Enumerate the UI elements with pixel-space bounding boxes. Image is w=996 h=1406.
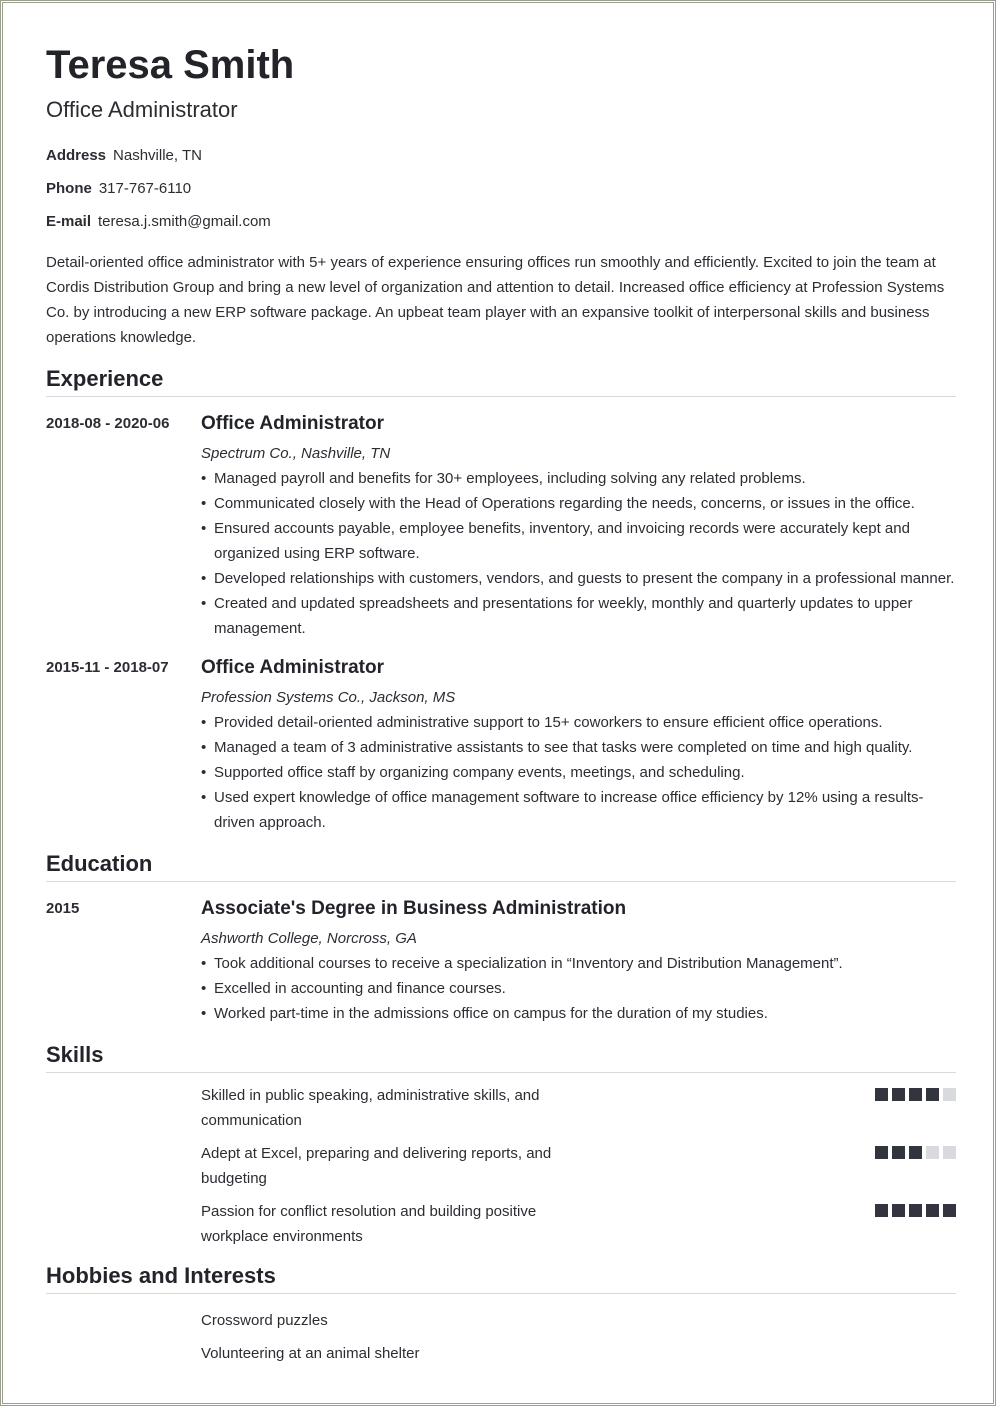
skill-level-filled (909, 1088, 922, 1101)
skill-level-filled (892, 1204, 905, 1217)
job-title: Office Administrator (46, 97, 238, 122)
skill-level-filled (875, 1088, 888, 1101)
skill-meter (875, 1083, 956, 1133)
skill-level-filled (875, 1204, 888, 1217)
bullet-item: • Communicated closely with the Head of Operations regarding the needs, concerns, or issues in the office. (201, 491, 956, 516)
entry-title: Office Administrator (201, 657, 384, 678)
hobby-item: Volunteering at an animal shelter (201, 1345, 420, 1362)
entry-dates: 2015-11 - 2018-07 (46, 659, 169, 676)
section-heading: Education (46, 849, 956, 882)
education-section (46, 849, 956, 1026)
entry-dates: 2018-08 - 2020-06 (46, 415, 170, 432)
entry-company: Profession Systems Co., Jackson, MS (201, 689, 456, 706)
entry-title: Office Administrator (201, 413, 384, 434)
skill-level-filled (892, 1088, 905, 1101)
skill-item (201, 1083, 956, 1133)
skill-level-empty (943, 1088, 956, 1101)
entry-company: Spectrum Co., Nashville, TN (201, 445, 391, 462)
bullet-item: • Ensured accounts payable, employee benefits, inventory, and invoicing records were accurately kept and organized using ERP software. (201, 516, 956, 566)
entry-school: Ashworth College, Norcross, GA (201, 930, 417, 947)
bullet-item: • Used expert knowledge of office management software to increase office efficiency by 12% using a results-driven approach. (201, 785, 956, 835)
contact-value: 317-767-6110 (98, 180, 192, 197)
skill-text: Passion for conflict resolution and building positive workplace environments (201, 1203, 537, 1245)
skill-level-filled (943, 1204, 956, 1217)
contact-email (46, 205, 956, 238)
entry-body (201, 653, 956, 835)
hobbies-list (201, 1304, 956, 1370)
hobbies-section (46, 1261, 956, 1370)
skill-level-filled (875, 1146, 888, 1159)
education-entry (46, 894, 956, 1026)
bullet-item: • Managed payroll and benefits for 30+ employees, including solving any related problems. (201, 466, 956, 491)
skill-level-empty (926, 1146, 939, 1159)
skill-level-filled (892, 1146, 905, 1159)
contact-label: Address (46, 147, 107, 164)
skill-item (201, 1199, 956, 1249)
bullet-item: • Created and updated spreadsheets and presentations for weekly, monthly and quarterly updates to upper management. (201, 591, 956, 641)
skill-meter (875, 1141, 956, 1191)
skill-text: Skilled in public speaking, administrative skills, and communication (201, 1087, 540, 1129)
contact-block (46, 139, 956, 238)
contact-value: Nashville, TN (113, 147, 202, 164)
bullet-item: • Provided detail-oriented administrative support to 15+ coworkers to ensure efficient office operations. (201, 710, 956, 735)
entry-body (201, 894, 956, 1026)
contact-phone (46, 172, 956, 205)
contact-label: Phone (46, 180, 92, 197)
contact-value: teresa.j.smith@gmail.com (98, 213, 271, 230)
experience-section (46, 364, 956, 835)
bullet-item: • Excelled in accounting and finance courses. (201, 976, 956, 1001)
skill-level-filled (909, 1204, 922, 1217)
bullet-item: • Supported office staff by organizing company events, meetings, and scheduling. (201, 760, 956, 785)
hobby-item: Crossword puzzles (201, 1312, 328, 1329)
contact-label: E-mail (46, 213, 92, 230)
skills-list (46, 1083, 956, 1249)
skill-text: Adept at Excel, preparing and delivering reports, and budgeting (201, 1145, 552, 1187)
summary-paragraph: Detail-oriented office administrator with 5+ years of experience ensuring offices run smoothly and efficiently. Excited to join the team at Cordis Distribution Group and bring a new level of organization and attention to detail. Increased office efficiency at Profession Systems Co. by introducing a new ERP software package. An upbeat team player with an expansive toolkit of interpersonal skills and business operations knowledge. (46, 254, 945, 346)
skill-level-filled (909, 1146, 922, 1159)
experience-entry (46, 653, 956, 835)
skills-section (46, 1040, 956, 1249)
section-heading: Experience (46, 364, 956, 397)
bullet-item: • Managed a team of 3 administrative assistants to see that tasks were completed on time and high quality. (201, 735, 956, 760)
skill-level-filled (926, 1204, 939, 1217)
contact-address (46, 139, 956, 172)
candidate-name: Teresa Smith (46, 43, 295, 87)
bullet-list (201, 466, 956, 641)
skill-item (201, 1141, 956, 1191)
entry-title: Associate's Degree in Business Administration (201, 898, 627, 919)
skill-level-empty (943, 1146, 956, 1159)
bullet-item: • Developed relationships with customers, vendors, and guests to present the company in a professional manner. (201, 566, 956, 591)
bullet-item: • Worked part-time in the admissions office on campus for the duration of my studies. (201, 1001, 956, 1026)
section-heading: Hobbies and Interests (46, 1261, 956, 1294)
entry-body (201, 409, 956, 641)
bullet-list (201, 710, 956, 835)
entry-dates: 2015 (46, 900, 80, 917)
section-heading: Skills (46, 1040, 956, 1073)
experience-entry (46, 409, 956, 641)
skill-meter (875, 1199, 956, 1249)
bullet-list (201, 951, 956, 1026)
bullet-item: • Took additional courses to receive a specialization in “Inventory and Distribution Management”. (201, 951, 956, 976)
skill-level-filled (926, 1088, 939, 1101)
resume-content (46, 39, 956, 1370)
